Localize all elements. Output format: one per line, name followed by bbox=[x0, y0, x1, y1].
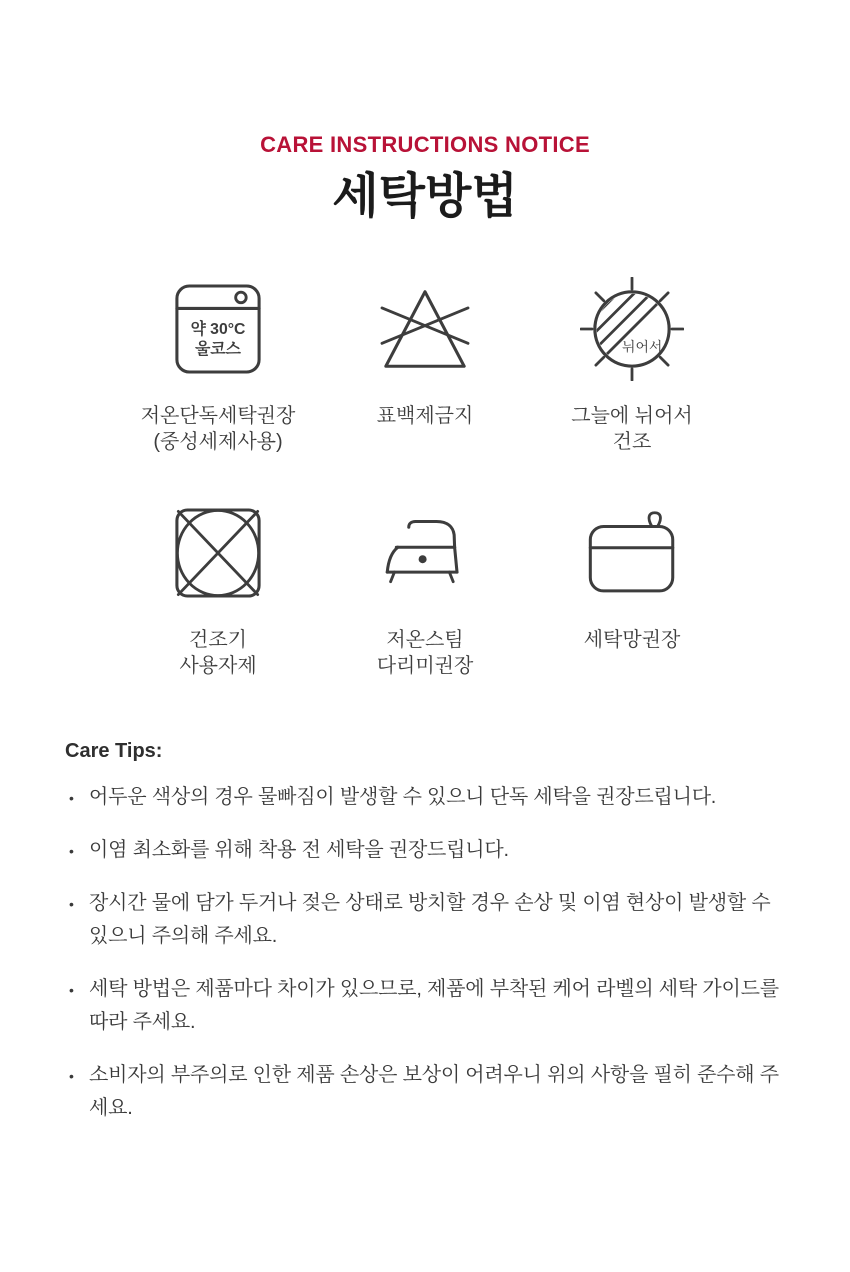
icon-label bbox=[377, 627, 474, 679]
icon-box bbox=[377, 281, 473, 376]
do-not-tumble-dry-icon bbox=[175, 507, 261, 599]
icon-label-line: 표백제금지 bbox=[376, 405, 474, 427]
do-not-bleach-icon bbox=[377, 286, 473, 372]
icon-label-line: 그늘에 뉘어서 bbox=[571, 405, 693, 427]
icon-label-line: 건조기 bbox=[189, 629, 247, 651]
care-tips-list bbox=[65, 781, 794, 1125]
care-tips-section bbox=[65, 741, 794, 1125]
care-tip-item: • 세탁 방법은 제품마다 차이가 있으므로, 제품에 부착된 케어 라벨의 세탁 가이드를 따라 주세요. bbox=[65, 973, 794, 1039]
machine-wash-30-wool-icon bbox=[175, 283, 261, 375]
page-title: 세탁방법 bbox=[332, 170, 518, 223]
care-icon-cell-shade-dry bbox=[529, 281, 736, 455]
machine-course-text: 울코스 bbox=[195, 340, 241, 358]
icon-box bbox=[382, 505, 468, 600]
care-icon-cell-no-bleach bbox=[322, 281, 529, 455]
machine-temp-text: 약 30°C bbox=[190, 320, 246, 338]
icon-box bbox=[175, 281, 261, 376]
care-icon-cell-no-tumble-dry bbox=[115, 505, 322, 679]
icon-box bbox=[175, 505, 261, 600]
icon-label bbox=[377, 403, 474, 429]
icon-label-line: 건조 bbox=[612, 431, 652, 453]
care-tip-item: • 소비자의 부주의로 인한 제품 손상은 보상이 어려우니 위의 사항을 필히 준수해 주세요. bbox=[65, 1059, 794, 1125]
icon-label bbox=[141, 403, 296, 455]
low-steam-iron-icon bbox=[382, 514, 468, 592]
icon-label-line: 저온스팀 bbox=[386, 629, 464, 651]
dry-flat-in-shade-icon bbox=[580, 277, 684, 381]
icon-label-line: 세탁망권장 bbox=[583, 629, 681, 651]
icon-box bbox=[580, 281, 684, 376]
care-icon-grid bbox=[115, 281, 736, 679]
care-tip-item: • 이염 최소화를 위해 착용 전 세탁을 권장드립니다. bbox=[65, 834, 794, 867]
care-icon-cell-laundry-net bbox=[529, 505, 736, 679]
care-tips-heading: Care Tips: bbox=[65, 740, 163, 762]
care-icon-cell-machine-wash bbox=[115, 281, 322, 455]
icon-label bbox=[179, 627, 256, 679]
icon-label bbox=[584, 627, 681, 653]
icon-label-line: 저온단독세탁권장 bbox=[140, 405, 296, 427]
shade-dry-inner-text: 뉘어서 bbox=[622, 337, 663, 354]
eyebrow-title: CARE INSTRUCTIONS NOTICE bbox=[260, 132, 590, 157]
icon-box bbox=[587, 505, 677, 600]
care-tip-item: • 어두운 색상의 경우 물빠짐이 발생할 수 있으니 단독 세탁을 권장드립니다. bbox=[65, 781, 794, 814]
care-icon-cell-low-iron bbox=[322, 505, 529, 679]
icon-label-line: 다리미권장 bbox=[376, 655, 474, 677]
icon-label-line: (중성세제사용) bbox=[153, 431, 283, 453]
laundry-net-icon bbox=[587, 511, 677, 595]
icon-label-line: 사용자제 bbox=[179, 655, 257, 677]
care-tip-item: • 장시간 물에 담가 두거나 젖은 상태로 방치할 경우 손상 및 이염 현상이 발생할 수 있으니 주의해 주세요. bbox=[65, 887, 794, 953]
icon-label bbox=[571, 403, 692, 455]
